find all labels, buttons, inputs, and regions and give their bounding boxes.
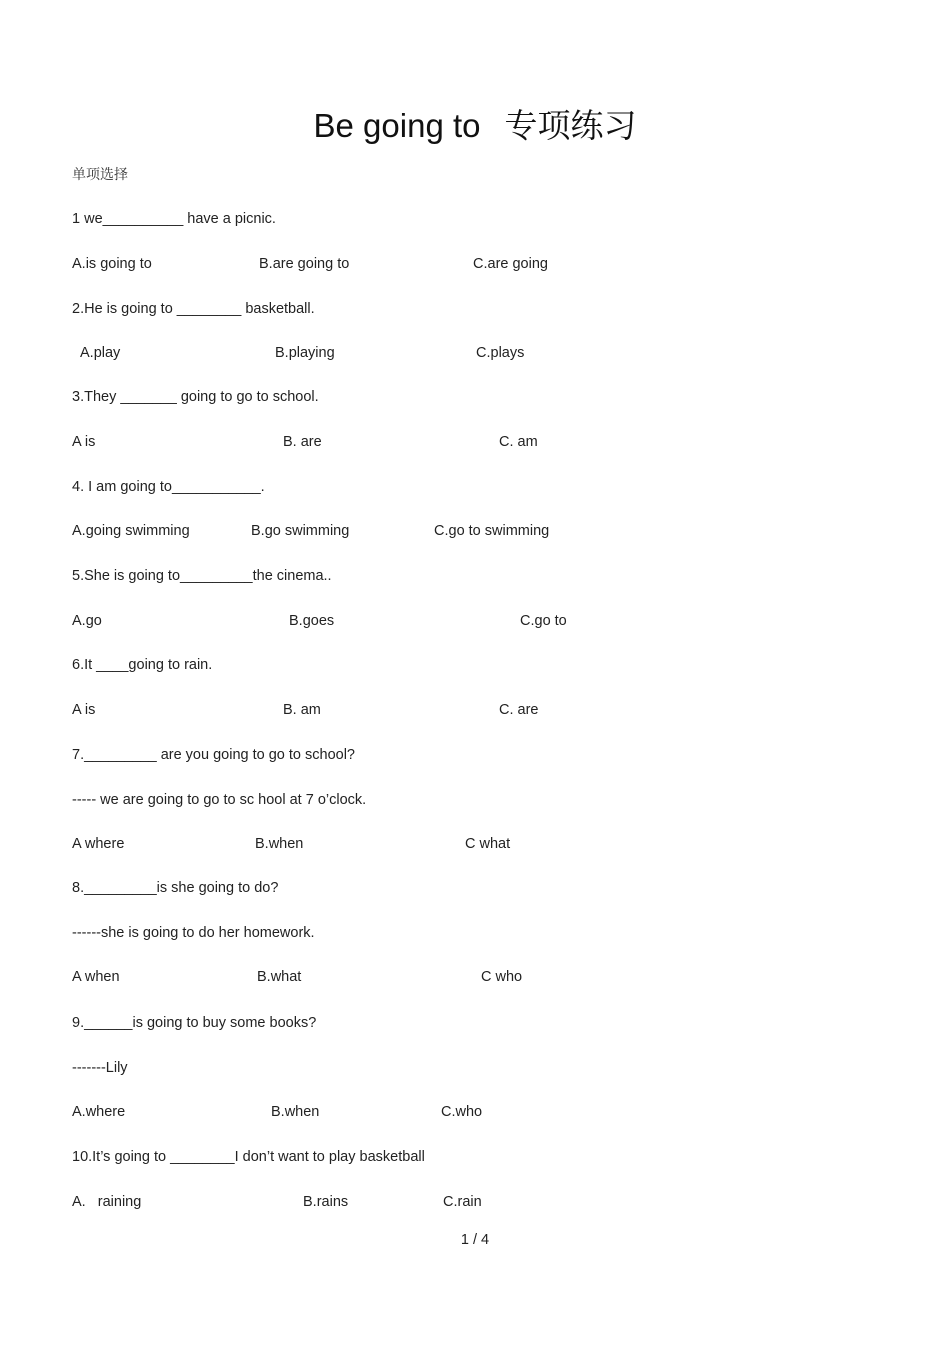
question-10-option-a: A. raining	[72, 1194, 142, 1210]
question-8-option-c: C who	[481, 969, 523, 985]
question-8-option-b: B.what	[257, 969, 302, 985]
question-7-option-c: C what	[465, 836, 511, 852]
question-8-option-a: A when	[72, 969, 120, 985]
question-7-option-a: A where	[72, 836, 125, 852]
question-2-option-c: C.plays	[476, 345, 525, 361]
question-7-option-b: B.when	[255, 836, 304, 852]
title-english: Be going to	[313, 107, 481, 144]
question-1-option-a: A.is going to	[72, 256, 152, 272]
question-9-option-a: A.where	[72, 1104, 126, 1120]
question-10-option-c: C.rain	[443, 1194, 482, 1210]
question-1-option-c: C.are going	[473, 256, 548, 272]
page-indicator: 1 / 4	[460, 1232, 490, 1248]
question-6-stem: 6.It ____going to rain.	[72, 657, 213, 673]
question-8-stem: 8._________is she going to do?	[72, 880, 279, 896]
question-3-option-b: B. are	[283, 434, 322, 450]
question-9-option-b: B.when	[271, 1104, 320, 1120]
question-4-option-b: B.go swimming	[251, 523, 350, 539]
title-chinese: 专项练习	[504, 106, 637, 145]
page-title	[0, 100, 950, 147]
question-2-stem: 2.He is going to ________ basketball.	[72, 301, 315, 317]
question-10-option-b: B.rains	[303, 1194, 349, 1210]
question-5-option-b: B.goes	[289, 613, 335, 629]
question-9-stem: 9.______is going to buy some books?	[72, 1015, 317, 1031]
question-2-option-a: A.play	[80, 345, 121, 361]
question-4-stem: 4. I am going to___________.	[72, 479, 265, 495]
question-4-option-c: C.go to swimming	[434, 523, 550, 539]
question-9-answer: -------Lily	[72, 1060, 128, 1076]
question-5-option-a: A.go	[72, 613, 102, 629]
question-5-stem: 5.She is going to_________the cinema..	[72, 568, 332, 584]
question-6-option-c: C. are	[499, 702, 539, 718]
question-3-stem: 3.They _______ going to go to school.	[72, 389, 319, 405]
question-2-option-b: B.playing	[275, 345, 335, 361]
question-7-answer: ----- we are going to go to sc hool at 7 o’clock.	[72, 792, 367, 808]
question-3-option-a: A is	[72, 434, 96, 450]
question-7-stem: 7._________ are you going to go to school?	[72, 747, 355, 763]
question-5-option-c: C.go to	[520, 613, 567, 629]
question-8-answer: ------she is going to do her homework.	[72, 925, 315, 941]
question-6-option-b: B. am	[283, 702, 321, 718]
question-1-option-b: B.are going to	[259, 256, 350, 272]
question-3-option-c: C. am	[499, 434, 538, 450]
question-9-option-c: C.who	[441, 1104, 483, 1120]
question-1-stem: 1 we__________ have a picnic.	[72, 211, 276, 227]
question-6-option-a: A is	[72, 702, 96, 718]
section-label: 单项选择	[72, 166, 128, 182]
question-10-stem: 10.It’s going to ________I don’t want to play basketball	[72, 1149, 425, 1165]
question-4-option-a: A.going swimming	[72, 523, 190, 539]
